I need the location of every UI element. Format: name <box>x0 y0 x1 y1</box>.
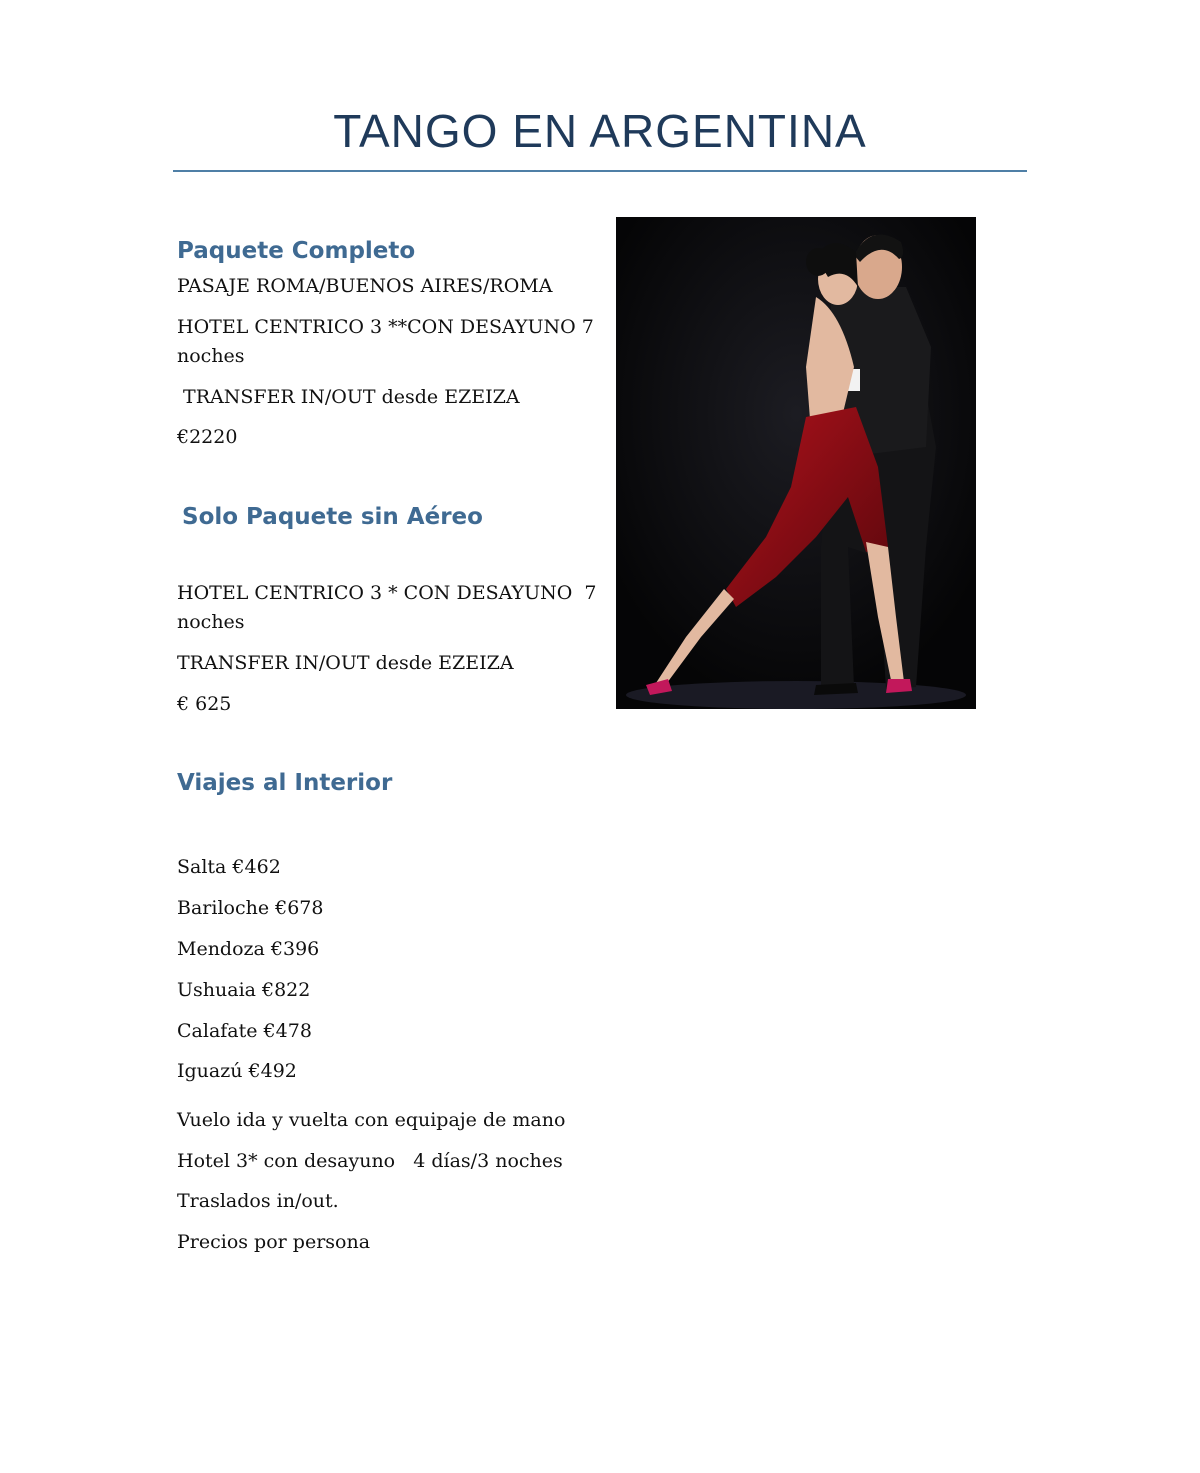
note-item: Precios por persona <box>177 1231 371 1253</box>
note-item: Traslados in/out. <box>177 1190 339 1212</box>
tango-dancers-photo <box>616 217 976 709</box>
completo-price: €2220 <box>177 426 238 448</box>
destination-item: Bariloche €678 <box>177 897 324 919</box>
sin-aereo-line-2: noches <box>177 611 245 633</box>
completo-line-4: TRANSFER IN/OUT desde EZEIZA <box>177 386 520 408</box>
heading-paquete-completo: Paquete Completo <box>177 238 416 264</box>
destination-item: Calafate €478 <box>177 1020 312 1042</box>
sin-aereo-price: € 625 <box>177 693 232 715</box>
heading-solo-paquete: Solo Paquete sin Aéreo <box>182 504 483 530</box>
destination-item: Salta €462 <box>177 856 281 878</box>
destination-item: Mendoza €396 <box>177 938 320 960</box>
completo-line-2: HOTEL CENTRICO 3 **CON DESAYUNO 7 <box>177 316 594 338</box>
heading-viajes-interior: Viajes al Interior <box>177 770 393 796</box>
sin-aereo-line-3: TRANSFER IN/OUT desde EZEIZA <box>177 652 514 674</box>
destination-item: Ushuaia €822 <box>177 979 311 1001</box>
completo-line-1: PASAJE ROMA/BUENOS AIRES/ROMA <box>177 275 553 297</box>
title-divider <box>173 170 1027 172</box>
completo-line-3: noches <box>177 345 245 367</box>
sin-aereo-line-1: HOTEL CENTRICO 3 * CON DESAYUNO 7 <box>177 582 597 604</box>
destination-item: Iguazú €492 <box>177 1060 297 1082</box>
page-title: TANGO EN ARGENTINA <box>333 105 867 157</box>
note-item: Vuelo ida y vuelta con equipaje de mano <box>177 1109 566 1131</box>
note-item: Hotel 3* con desayuno 4 días/3 noches <box>177 1150 563 1172</box>
